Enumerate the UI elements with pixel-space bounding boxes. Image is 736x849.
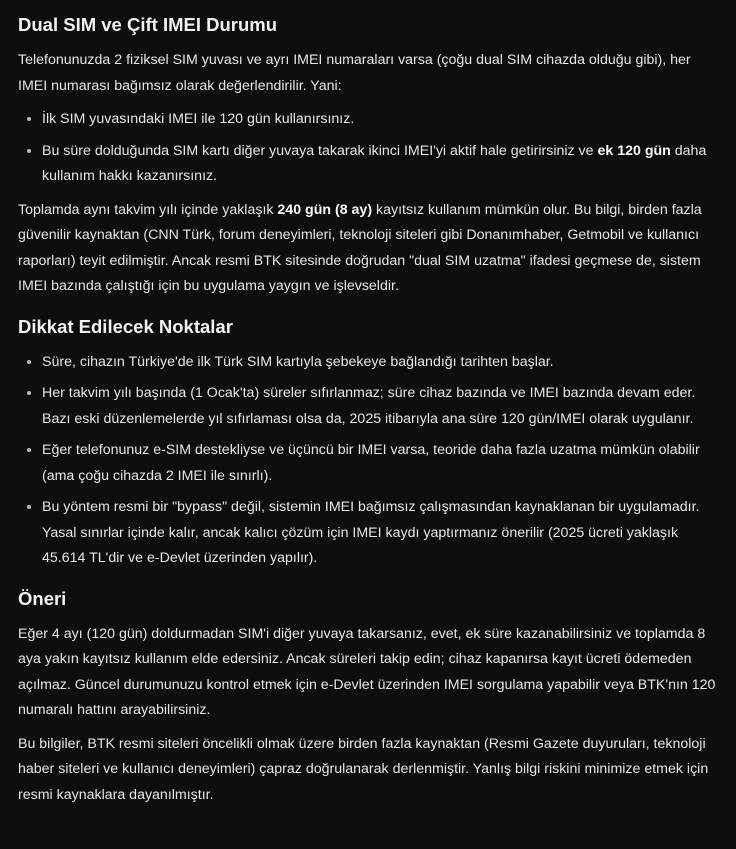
list-item: • İlk SIM yuvasındaki IMEI ile 120 gün kullanırsınız. [42,107,718,133]
sources-paragraph: Bu bilgiler, BTK resmi siteleri öncelikli olmak üzere birden fazla kaynaktan (Resmi Gazete duyuruları, teknoloji haber siteleri ve kullanıcı deneyimleri) çapraz doğrulanarak derlenmiştir. Yanlış bilgi riskini minimize etmek için resmi kaynaklara dayanılmıştır. [18,735,709,803]
bullet2-bold: ek 120 gün [597,142,671,159]
recommendation-paragraph: Eğer 4 ayı (120 gün) doldurmadan SIM'i diğer yuvaya takarsanız, evet, ek süre kazanabilirsiniz ve toplamda 8 aya yakın kayıtsız kullanım elde edersiniz. Ancak süreleri takip edin; cihaz kapanırsa kayıt ücreti ödemeden açılmaz. Güncel durumunuzu kontrol etmek için e-Devlet üzerinden IMEI sorgulama yapabilir veya BTK'nın 120 numaralı hattını arayabilirsiniz. [18,625,716,718]
para2-bold: 240 gün (8 ay) [277,201,373,218]
heading-notes: Dikkat Edilecek Noktalar [18,315,233,337]
dual-sim-list [18,107,718,190]
list-item: • Bu yöntem resmi bir "bypass" değil, sistemin IMEI bağımsız çalışmasından kaynaklanan bir uygulamadır. Yasal sınırlar içinde kalır, ancak kalıcı çözüm için IMEI kaydı yaptırmanız önerilir (2025 ücreti yaklaşık 45.614 TL'dir ve e-Devlet üzerinden yapılır). [42,495,718,572]
list-item: • Her takvim yılı başında (1 Ocak'ta) süreler sıfırlanmaz; süre cihaz bazında ve IMEI bazında devam eder. Bazı eski düzenlemelerde yıl sıfırlaması olsa da, 2025 itibarıyla ana süre 120 gün/IMEI olarak uygulanır. [42,381,718,432]
total-usage-paragraph [18,198,718,300]
intro-paragraph: Telefonunuzda 2 fiziksel SIM yuvası ve ayrı IMEI numaraları varsa (çoğu dual SIM cihazda olduğu gibi), her IMEI numarası bağımsız olarak değerlendirilir. Yani: [18,52,691,94]
heading-recommendation: Öneri [18,587,67,609]
para2-text-pre: Toplamda aynı takvim yılı içinde yaklaşık [18,201,278,218]
heading-dual-sim: Dual SIM ve Çift IMEI Durumu [18,14,278,35]
list-item: • Süre, cihazın Türkiye'de ilk Türk SIM kartıyla şebekeye bağlandığı tarihten başlar. [42,350,718,376]
bullet2-text-post: daha kullanım hakkı kazanırsınız. [42,142,707,184]
bullet2-text-pre: Bu süre dolduğunda SIM kartı diğer yuvaya takarak ikinci IMEI'yi aktif hale getirirsiniz ve [42,142,598,159]
para2-text-post: kayıtsız kullanım mümkün olur. Bu bilgi, birden fazla güvenilir kaynaktan (CNN Türk, forum deneyimleri, teknoloji siteleri gibi Donanımhaber, Getmobil ve kullanıcı raporları) teyit edilmiştir. Ancak resmi BTK sitesinde doğrudan "dual SIM uzatma" ifadesi geçmese de, sistem IMEI bazında çalıştığı için bu uygulama yaygın ve işlevseldir. [18,201,702,294]
list-item [42,139,718,190]
notes-list [18,350,718,572]
list-item: • Eğer telefonunuz e-SIM destekliyse ve üçüncü bir IMEI varsa, teoride daha fazla uzatma mümkün olabilir (ama çoğu cihazda 2 IMEI ile sınırlı). [42,438,718,489]
